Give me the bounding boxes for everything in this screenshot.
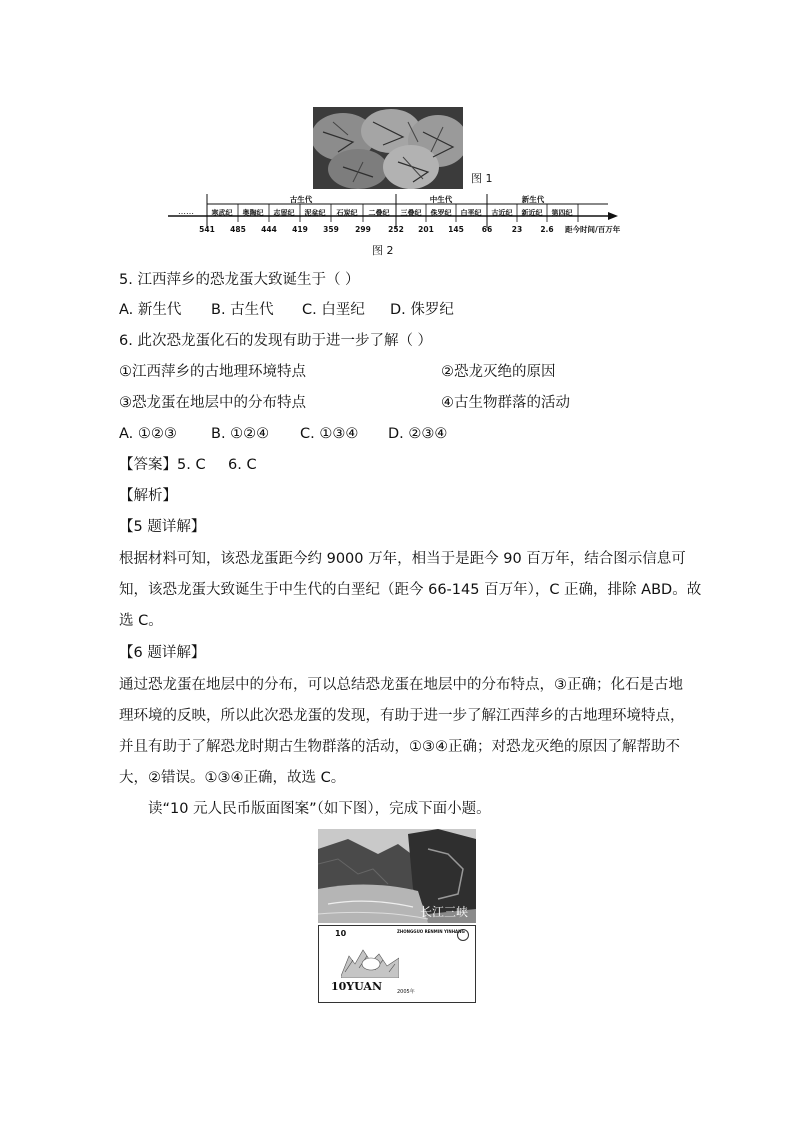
detail-5-heading: 【5 题详解】: [119, 519, 206, 535]
q6-item: ④古生物群落的活动: [441, 395, 570, 411]
period-label: 寒武纪: [211, 209, 233, 217]
tick-label: 2.6: [540, 225, 554, 234]
banknote-year: 2005年: [397, 989, 415, 995]
figure1-caption: 图 1: [471, 172, 493, 185]
figure2-caption: 图 2: [372, 244, 394, 257]
tick-label: 444: [261, 225, 277, 234]
axis-label: 距今时间/百万年: [565, 225, 621, 234]
banknote-figure: [318, 829, 476, 1004]
period-label: 古近纪: [491, 209, 513, 217]
period-label: 石炭纪: [336, 209, 358, 217]
geologic-timeline: [160, 192, 640, 242]
tick-label: 252: [388, 225, 404, 234]
era-label: 新生代: [521, 195, 545, 204]
bank-name: ZHONGGUO RENMIN YINHANG: [397, 929, 465, 934]
period-label: 新近纪: [521, 209, 543, 217]
detail-5-line: 选 C。: [119, 613, 163, 629]
q6-item: ③恐龙蛋在地层中的分布特点: [119, 395, 306, 411]
scene-label: 长江三峡: [419, 905, 468, 919]
tick-label: 299: [355, 225, 371, 234]
detail-6-line: 并且有助于了解恐龙时期古生物群落的活动，①③④正确；对恐龙灭绝的原因了解帮助不: [119, 739, 680, 755]
q5-option-b: B. 古生代: [211, 302, 274, 318]
timeline-ellipsis: ……: [178, 207, 194, 216]
tick-label: 23: [511, 225, 523, 234]
question-6-stem: 6. 此次恐龙蛋化石的发现有助于进一步了解（ ）: [119, 333, 433, 349]
tick-label: 66: [481, 225, 493, 234]
tick-label: 359: [323, 225, 339, 234]
era-label: 古生代: [289, 195, 313, 204]
dinosaur-eggs-photo: [313, 107, 463, 189]
period-label: 奥陶纪: [242, 209, 264, 217]
q6-option-b: B. ①②④: [211, 426, 270, 442]
period-label: 侏罗纪: [430, 209, 452, 217]
detail-6-line: 通过恐龙蛋在地层中的分布，可以总结恐龙蛋在地层中的分布特点，③正确；化石是古地: [119, 677, 683, 693]
tick-label: 485: [230, 225, 246, 234]
tick-label: 201: [418, 225, 434, 234]
q6-item: ②恐龙灭绝的原因: [441, 364, 556, 380]
q5-option-d: D. 侏罗纪: [390, 302, 454, 318]
period-label: 志留纪: [273, 209, 295, 217]
period-label: 泥盆纪: [304, 209, 326, 217]
era-label: 中生代: [429, 195, 453, 204]
q6-option-c: C. ①③④: [300, 426, 359, 442]
ornament-icon: [457, 929, 469, 941]
detail-6-line: 大，②错误。①③④正确，故选 C。: [119, 770, 346, 786]
q5-option-a: A. 新生代: [119, 302, 182, 318]
detail-6-line: 理环境的反映，所以此次恐龙蛋的发现，有助于进一步了解江西萍乡的古地理环境特点，: [119, 708, 685, 724]
q6-item: ①江西萍乡的古地理环境特点: [119, 364, 306, 380]
detail-5-line: 知，该恐龙蛋大致诞生于中生代的白垩纪（距今 66-145 百万年），C 正确，排除 ABD。故: [119, 582, 702, 598]
banknote-yuan: 10YUAN: [331, 980, 383, 993]
tick-label: 541: [199, 225, 215, 234]
answer-second: 6. C: [228, 457, 257, 473]
period-label: 第四纪: [551, 209, 573, 217]
q6-option-d: D. ②③④: [388, 426, 448, 442]
question-5-stem: 5. 江西萍乡的恐龙蛋大致诞生于（ ）: [119, 272, 360, 288]
three-gorges-photo: [318, 829, 476, 923]
tick-label: 419: [292, 225, 308, 234]
banknote-scene-icon: [341, 946, 399, 978]
detail-5-line: 根据材料可知，该恐龙蛋距今约 9000 万年，相当于是距今 90 百万年，结合图示信息可: [119, 551, 686, 567]
q5-option-c: C. 白垩纪: [302, 302, 365, 318]
banknote: [318, 925, 476, 1003]
analysis-heading: 【解析】: [119, 488, 177, 504]
period-label: 白垩纪: [460, 209, 482, 217]
period-label: 三叠纪: [400, 209, 422, 217]
intro-text: 读“10 元人民币版面图案”（如下图），完成下面小题。: [148, 801, 491, 817]
detail-6-heading: 【6 题详解】: [119, 645, 206, 661]
banknote-denomination: 10: [335, 929, 347, 938]
tick-label: 145: [448, 225, 464, 234]
period-label: 二叠纪: [368, 209, 390, 217]
q6-option-a: A. ①②③: [119, 426, 177, 442]
answer-label: 【答案】5. C: [119, 457, 206, 473]
